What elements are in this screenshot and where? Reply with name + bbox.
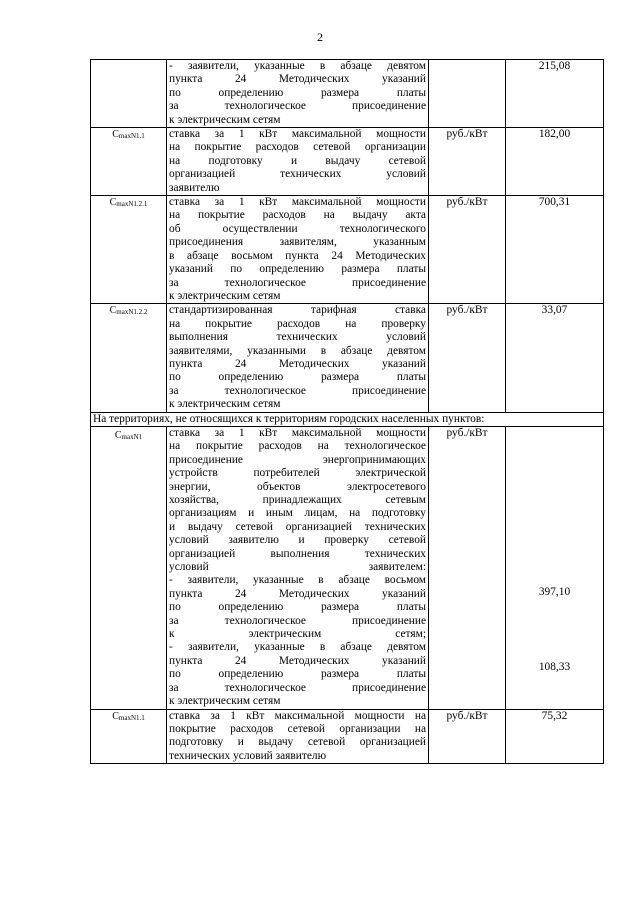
description-line: присоединения заявителям, указанным — [169, 236, 426, 249]
section-row — [91, 412, 604, 426]
table-row — [91, 196, 604, 304]
description-line: стандартизированная тарифная ставка — [169, 304, 426, 317]
tariff-code: C — [112, 129, 119, 141]
tariff-value-cell: 215,08 — [506, 60, 604, 128]
unit-cell: руб./кВт — [429, 128, 506, 196]
unit-cell: руб./кВт — [429, 709, 506, 764]
tariff-code: C — [109, 197, 117, 209]
description-line: - заявители, указанные в абзаце восьмом — [169, 574, 426, 587]
description-line: по определению размера платы — [169, 86, 426, 99]
description-line: условий заявителем: — [169, 561, 426, 574]
description-line: к электрическим сетям — [169, 289, 281, 302]
tariff-table — [90, 59, 604, 764]
tariff-code-cell — [91, 128, 167, 196]
description-line: организациям и иным лицам, на подготовку — [169, 507, 426, 520]
unit-cell — [429, 60, 506, 128]
tariff-value-cell: 182,00 — [506, 128, 604, 196]
tariff-code-subscript: maxN1 — [121, 432, 143, 441]
description-line: пункта 24 Методических указаний — [169, 73, 426, 86]
tariff-description-cell — [167, 426, 429, 709]
unit-cell: руб./кВт — [429, 304, 506, 412]
tariff-code: C — [112, 710, 119, 722]
description-line: ставка за 1 кВт максимальной мощности — [169, 196, 426, 209]
tariff-value-cell: 75,32 — [506, 709, 604, 764]
unit-cell: руб./кВт — [429, 426, 506, 709]
description-line: в абзаце восьмом пункта 24 Методических — [169, 249, 426, 262]
tariff-code-subscript: maxN1.1 — [118, 713, 145, 722]
description-line: ставка за 1 кВт максимальной мощности — [169, 426, 426, 439]
description-line: организацией технических условий — [169, 168, 426, 181]
table-row — [91, 426, 604, 709]
description-line: пункта 24 Методических указаний — [169, 654, 426, 667]
description-line: устройств потребителей электрической — [169, 467, 426, 480]
tariff-value-a: 397,10 — [538, 585, 571, 598]
description-line: условий заявителю и проверку сетевой — [169, 534, 426, 547]
description-line: хозяйства, принадлежащих сетевым — [169, 494, 426, 506]
description-line: технических условий заявителю — [169, 749, 327, 762]
description-line: организацией выполнения технических — [169, 547, 426, 560]
tariff-description-cell — [167, 304, 429, 412]
description-line: на покрытие расходов на выдачу акта — [169, 209, 426, 222]
description-line: к электрическим сетям — [169, 398, 281, 411]
tariff-description-cell — [167, 60, 429, 128]
tariff-value-cell: 700,31 — [506, 196, 604, 304]
tariff-code-cell — [91, 196, 167, 304]
description-line: - заявители, указанные в абзаце девятом — [169, 60, 426, 72]
description-line: пункта 24 Методических указаний — [169, 587, 426, 600]
tariff-code: C — [114, 429, 122, 441]
description-line: энергии, объектов электросетевого — [169, 480, 426, 493]
description-line: присоединение энергопринимающих — [169, 453, 426, 466]
tariff-code: C — [109, 305, 117, 317]
table-row — [91, 60, 604, 128]
tariff-code-cell — [91, 709, 167, 764]
table-row — [91, 128, 604, 196]
description-line: заявителю — [169, 181, 220, 194]
description-line: подготовку и выдачу сетевой организацией — [169, 736, 426, 749]
tariff-code-cell — [91, 60, 167, 128]
description-line: ставка за 1 кВт максимальной мощности на — [169, 709, 426, 722]
description-line: за технологическое присоединение — [169, 614, 426, 627]
description-line: об осуществлении технологического — [169, 222, 426, 235]
description-line: за технологическое присоединение — [169, 384, 426, 397]
description-line: на подготовку и выдачу сетевой — [169, 154, 426, 167]
tariff-code-cell — [91, 304, 167, 412]
description-line: к электрическим сетям — [169, 113, 281, 126]
tariff-description-cell — [167, 128, 429, 196]
description-line: на покрытие расходов на технологическое — [169, 440, 426, 453]
section-heading: На территориях, не относящихся к территориям городских населенных пунктов: — [91, 412, 604, 426]
description-line: за технологическое присоединение — [169, 100, 426, 113]
description-line: - заявители, указанные в абзаце девятом — [169, 641, 426, 654]
table-row — [91, 304, 604, 412]
description-line: по определению размера платы — [169, 371, 426, 384]
description-line: указаний по определению размера платы — [169, 263, 426, 276]
description-line: на покрытие расходов сетевой организации — [169, 141, 426, 154]
description-line: за технологическое присоединение — [169, 681, 426, 694]
tariff-description-cell — [167, 196, 429, 304]
description-line: по определению размера платы — [169, 668, 426, 681]
description-line: по определению размера платы — [169, 601, 426, 614]
tariff-value-b: 108,33 — [538, 660, 571, 673]
tariff-code-cell — [91, 426, 167, 709]
description-line: за технологическое присоединение — [169, 276, 426, 289]
description-line: выполнения технических условий — [169, 331, 426, 344]
unit-cell: руб./кВт — [429, 196, 506, 304]
tariff-code-subscript: maxN1.1 — [118, 132, 145, 141]
description-line: к электрическим сетям — [169, 695, 281, 708]
description-line: ставка за 1 кВт максимальной мощности — [169, 128, 426, 141]
tariff-code-subscript: maxN1.2.1 — [116, 200, 148, 209]
description-line: пункта 24 Методических указаний — [169, 357, 426, 370]
description-line: заявителями, указанными в абзаце девятом — [169, 344, 426, 357]
table-row — [91, 709, 604, 764]
tariff-value-cell: 33,07 — [506, 304, 604, 412]
description-line: покрытие расходов сетевой организации на — [169, 722, 426, 735]
tariff-value-cell — [506, 426, 604, 709]
description-line: на покрытие расходов на проверку — [169, 317, 426, 330]
tariff-code-subscript: maxN1.2.2 — [116, 308, 148, 317]
description-line: и выдачу сетевой организацией технических — [169, 520, 426, 533]
description-line: к электрическим сетям; — [169, 628, 426, 641]
tariff-description-cell — [167, 709, 429, 764]
page-number: 2 — [317, 30, 323, 44]
